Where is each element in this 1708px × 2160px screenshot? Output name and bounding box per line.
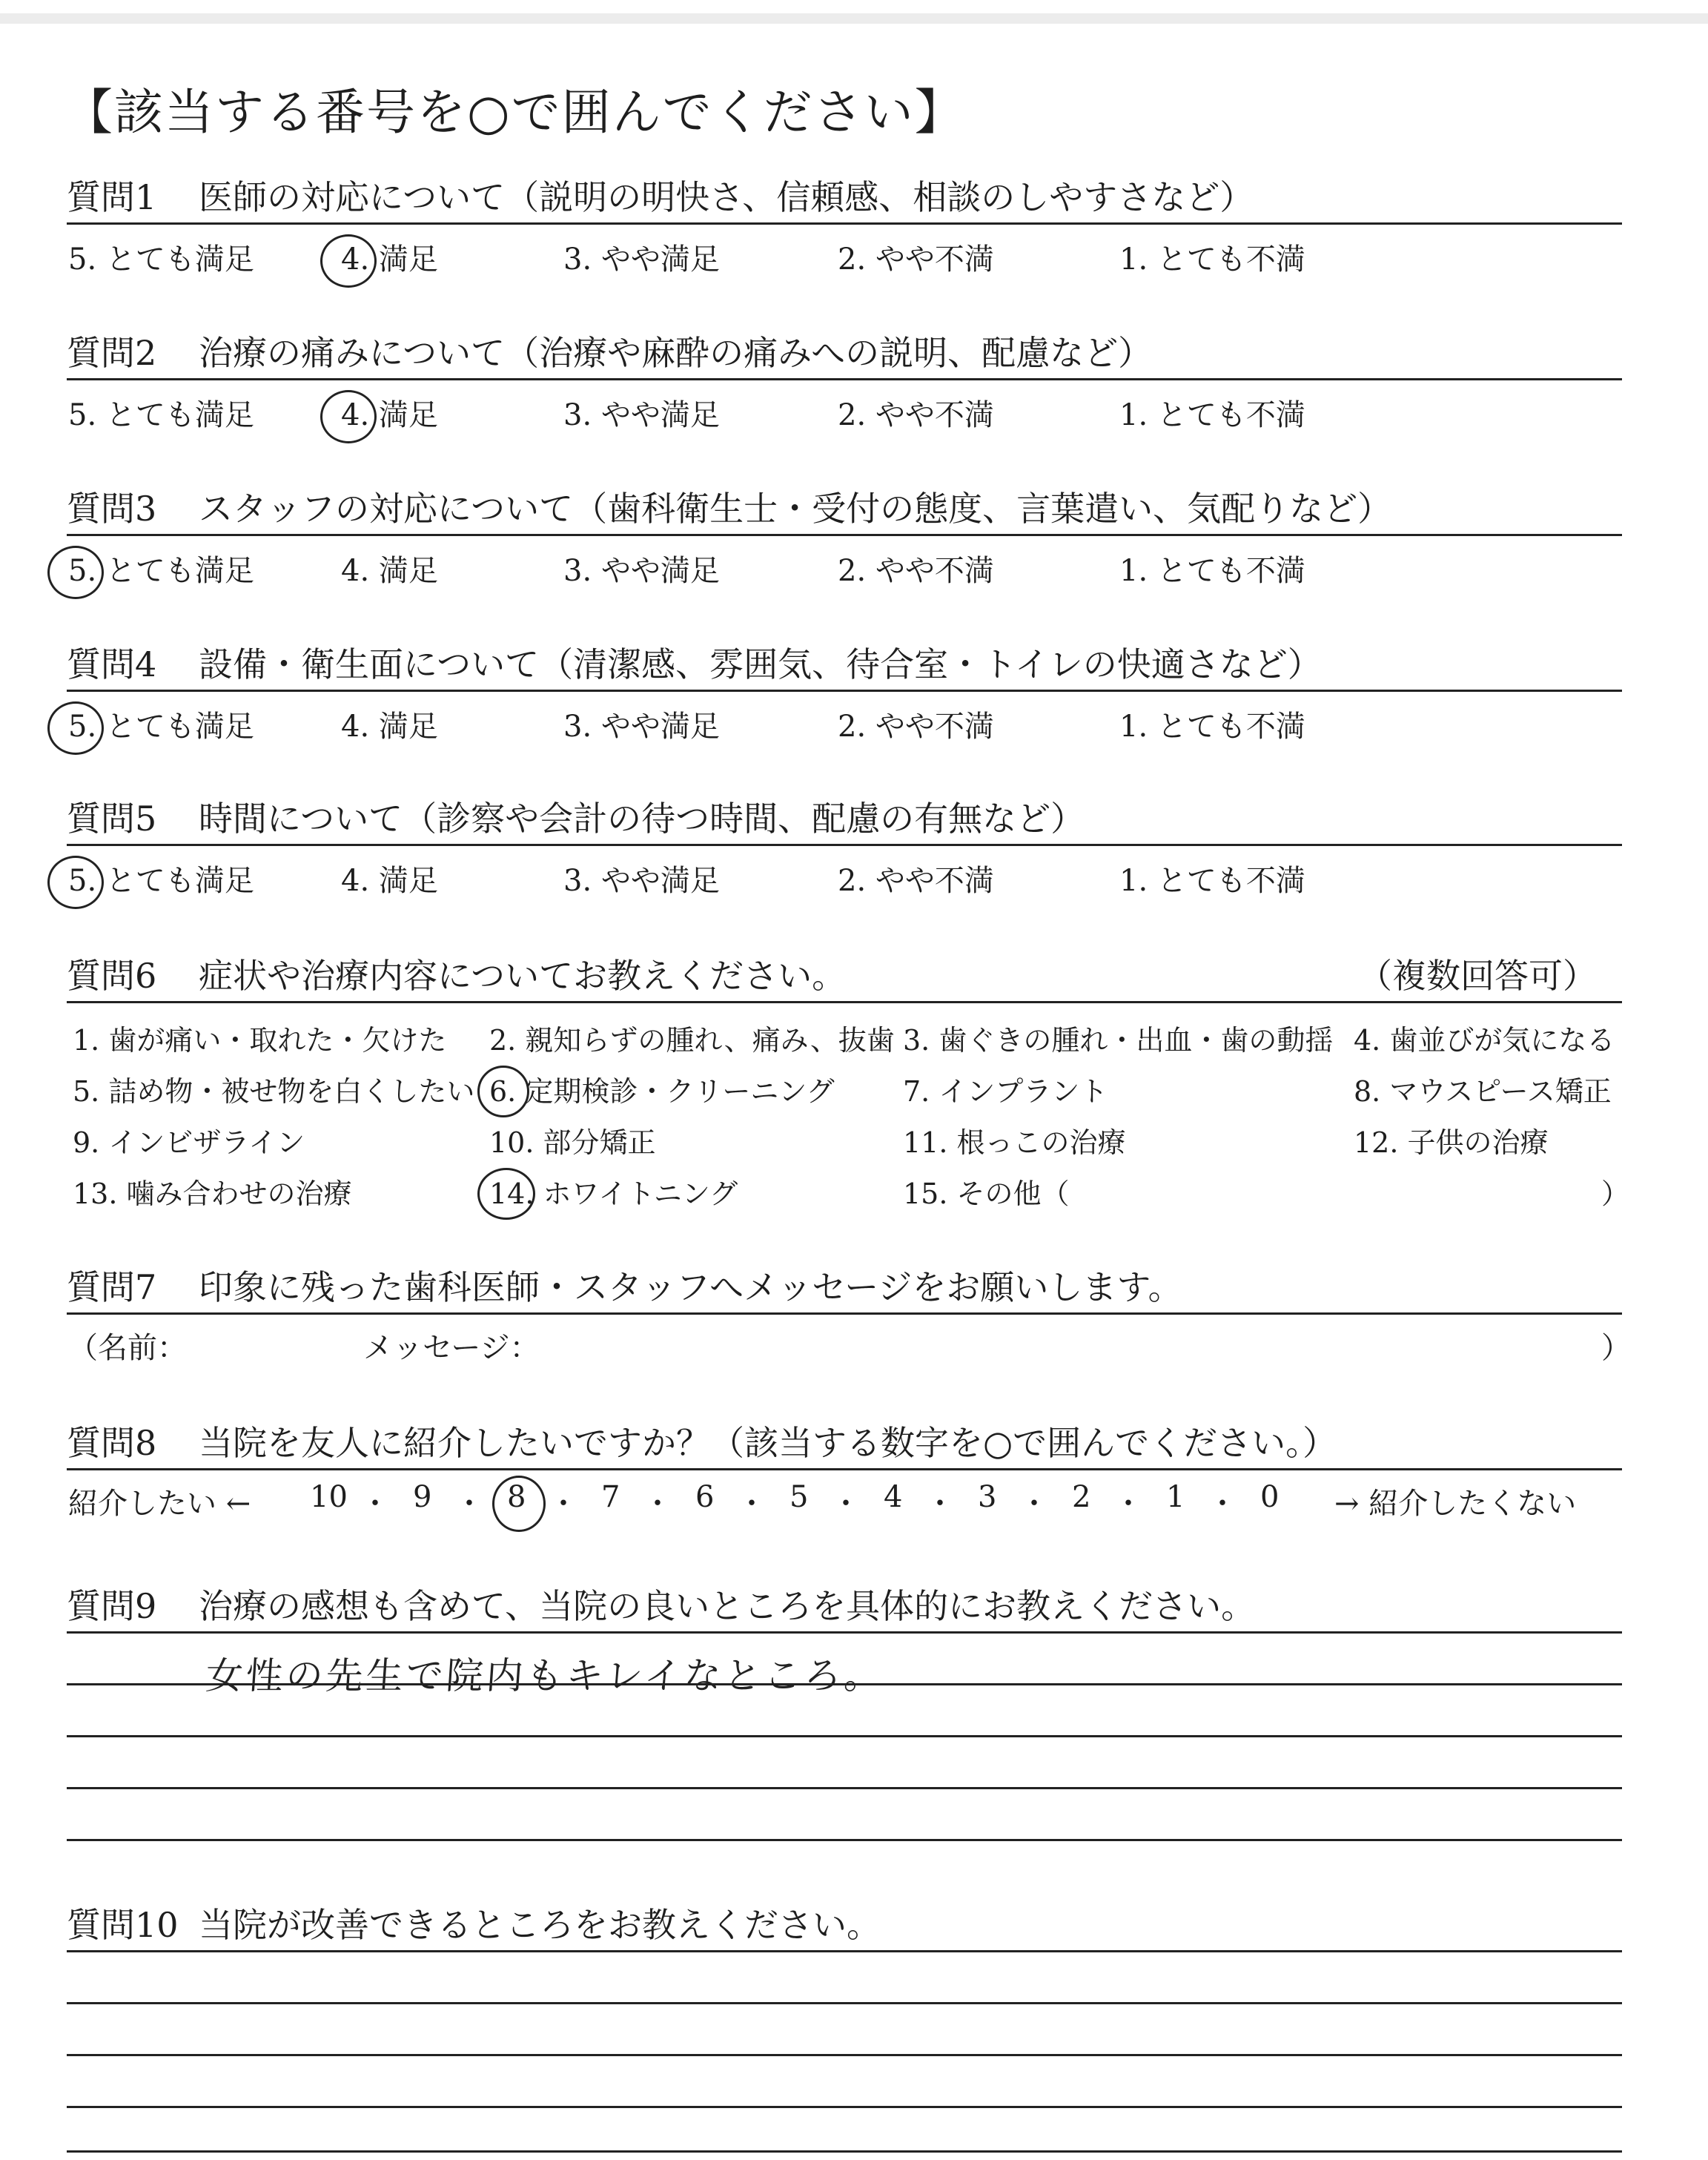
- q4-option-5: 5. とても満足: [68, 710, 254, 744]
- q8-scale-2: 2: [1072, 1480, 1091, 1514]
- q6-multiple-note: （複数回答可）: [1358, 956, 1597, 996]
- question-2: [67, 326, 1152, 375]
- question-10: [67, 1898, 881, 1947]
- q8-separator: ・: [925, 1487, 955, 1521]
- q2-option-1: 1. とても不満: [1119, 398, 1305, 432]
- q10-answer-line-5: [67, 2150, 1622, 2153]
- question-10-text: 当院が改善できるところをお教えください。: [199, 1905, 881, 1945]
- scan-top-band: [0, 13, 1708, 24]
- q6-item-14: 14. ホワイトニング: [489, 1178, 738, 1210]
- question-7-number: 質問7: [67, 1267, 157, 1307]
- question-4-number: 質問4: [67, 644, 157, 684]
- q8-separator: ・: [643, 1487, 672, 1521]
- q6-item-11: 11. 根っこの治療: [903, 1126, 1126, 1159]
- q8-separator: ・: [360, 1487, 390, 1521]
- q8-scale-1: 1: [1166, 1480, 1185, 1514]
- q1-option-4: 4. 満足: [341, 242, 438, 277]
- question-5-number: 質問5: [67, 799, 157, 839]
- q3-option-1: 1. とても不満: [1119, 554, 1305, 588]
- q1-option-3: 3. やや満足: [563, 242, 720, 277]
- question-6-rule: [67, 1001, 1622, 1003]
- q5-selection-circle: [47, 856, 104, 909]
- q1-option-5: 5. とても満足: [68, 242, 254, 277]
- q5-option-4: 4. 満足: [341, 864, 438, 898]
- q8-separator: ・: [1208, 1487, 1237, 1521]
- q6-item-6: 6. 定期検診・クリーニング: [489, 1075, 835, 1108]
- q6-item-9: 9. インビザライン: [73, 1126, 305, 1159]
- q3-selection-circle: [47, 546, 104, 599]
- q6-item-10: 10. 部分矯正: [489, 1126, 656, 1159]
- q2-option-4: 4. 満足: [341, 398, 438, 432]
- question-1: [67, 171, 1254, 219]
- q8-scale-7: 7: [601, 1480, 620, 1514]
- q6-item-8: 8. マウスピース矯正: [1354, 1075, 1612, 1108]
- q5-option-5: 5. とても満足: [68, 864, 254, 898]
- q9-handwritten-answer: 女性の先生で院内もキレイなところ。: [204, 1654, 886, 1697]
- q8-scale-0: 0: [1260, 1480, 1280, 1514]
- q8-scale-6: 6: [695, 1480, 715, 1514]
- question-10-number: 質問10: [67, 1905, 179, 1945]
- question-6-number: 質問6: [67, 956, 157, 996]
- q8-selection-circle: [492, 1476, 546, 1532]
- q10-answer-line-2: [67, 2002, 1622, 2004]
- q8-separator: ・: [549, 1487, 578, 1521]
- q9-answer-line-5: [67, 1839, 1622, 1841]
- question-9-number: 質問9: [67, 1586, 157, 1626]
- q6-selection-circle-6: [477, 1066, 529, 1117]
- q2-selection-circle: [320, 390, 377, 443]
- question-9-text: 治療の感想も含めて、当院の良いところを具体的にお教えください。: [199, 1586, 1256, 1626]
- question-2-number: 質問2: [67, 333, 157, 373]
- question-7-text: 印象に残った歯科医師・スタッフへメッセージをお願いします。: [199, 1267, 1182, 1307]
- q8-scale-9: 9: [413, 1480, 432, 1514]
- q10-answer-line-4: [67, 2106, 1622, 2108]
- q6-item-12: 12. 子供の治療: [1354, 1126, 1549, 1159]
- question-8-number: 質問8: [67, 1423, 157, 1463]
- q8-separator: ・: [454, 1487, 484, 1521]
- q4-option-4: 4. 満足: [341, 710, 438, 744]
- q7-message-label: メッセージ：: [363, 1331, 540, 1365]
- question-6-text: 症状や治療内容についてお教えください。: [199, 956, 847, 996]
- question-3-number: 質問3: [67, 489, 157, 529]
- q8-left-label: 紹介したい ←: [68, 1487, 251, 1521]
- q6-item-15: 15. その他（: [903, 1178, 1070, 1210]
- q8-separator: ・: [1113, 1487, 1143, 1521]
- question-2-rule: [67, 378, 1622, 380]
- q3-option-3: 3. やや満足: [563, 554, 720, 588]
- q10-answer-line-3: [67, 2054, 1622, 2056]
- q2-option-2: 2. やや不満: [838, 398, 994, 432]
- q7-close-paren: ）: [1601, 1331, 1631, 1365]
- q6-item-3: 3. 歯ぐきの腫れ・出血・歯の動揺: [903, 1024, 1334, 1057]
- question-8-rule: [67, 1468, 1622, 1470]
- question-6: [67, 949, 1597, 998]
- q10-answer-line-1: [67, 1950, 1622, 1952]
- question-2-text: 治療の痛みについて（治療や麻酔の痛みへの説明、配慮など）: [199, 333, 1153, 373]
- q5-option-2: 2. やや不満: [838, 864, 994, 898]
- question-1-number: 質問1: [67, 177, 157, 217]
- q1-selection-circle: [320, 234, 377, 288]
- q2-option-5: 5. とても満足: [68, 398, 254, 432]
- q9-answer-line-3: [67, 1735, 1622, 1737]
- question-7-rule: [67, 1312, 1622, 1315]
- q9-answer-line-1: [67, 1631, 1622, 1634]
- question-7: [67, 1261, 1182, 1309]
- q3-option-4: 4. 満足: [341, 554, 438, 588]
- q6-item-7: 7. インプラント: [903, 1075, 1108, 1108]
- q3-option-2: 2. やや不満: [838, 554, 994, 588]
- q3-option-5: 5. とても満足: [68, 554, 254, 588]
- question-3-text: スタッフの対応について（歯科衛生士・受付の態度、言葉遣い、気配りなど）: [199, 489, 1392, 529]
- q4-selection-circle: [47, 701, 104, 755]
- q8-scale-10: 10: [310, 1480, 348, 1514]
- q6-selection-circle-14: [477, 1168, 535, 1220]
- q8-separator: ・: [1019, 1487, 1049, 1521]
- question-5: [67, 792, 1085, 841]
- q9-answer-line-4: [67, 1787, 1622, 1789]
- q6-close-paren: ）: [1601, 1178, 1630, 1210]
- q1-option-1: 1. とても不満: [1119, 242, 1305, 277]
- question-4-rule: [67, 690, 1622, 692]
- form-title: 【該当する番号を○で囲んでください】: [64, 84, 965, 141]
- q1-option-2: 2. やや不満: [838, 242, 994, 277]
- q6-item-13: 13. 噛み合わせの治療: [73, 1178, 352, 1210]
- q6-item-4: 4. 歯並びが気になる: [1354, 1024, 1615, 1057]
- q2-option-3: 3. やや満足: [563, 398, 720, 432]
- q4-option-1: 1. とても不満: [1119, 710, 1305, 744]
- question-5-text: 時間について（診察や会計の待つ時間、配慮の有無など）: [199, 799, 1085, 839]
- q8-separator: ・: [831, 1487, 861, 1521]
- q6-item-2: 2. 親知らずの腫れ、痛み、抜歯: [489, 1024, 895, 1057]
- q8-scale-4: 4: [884, 1480, 903, 1514]
- q6-item-1: 1. 歯が痛い・取れた・欠けた: [73, 1024, 447, 1057]
- q8-right-label: → 紹介したくない: [1334, 1487, 1577, 1521]
- question-8-text: 当院を友人に紹介したいですか？（該当する数字を○で囲んでください。）: [199, 1423, 1337, 1463]
- question-4-text: 設備・衛生面について（清潔感、雰囲気、待合室・トイレの快適さなど）: [199, 644, 1322, 684]
- q6-item-5: 5. 詰め物・被せ物を白くしたい: [73, 1075, 475, 1108]
- q4-option-2: 2. やや不満: [838, 710, 994, 744]
- question-4: [67, 638, 1322, 687]
- q7-name-label: （名前：: [68, 1331, 187, 1365]
- question-5-rule: [67, 844, 1622, 846]
- q8-separator: ・: [737, 1487, 767, 1521]
- q5-option-3: 3. やや満足: [563, 864, 720, 898]
- question-1-rule: [67, 222, 1622, 225]
- question-1-text: 医師の対応について（説明の明快さ、信頼感、相談のしやすさなど）: [199, 177, 1254, 217]
- q8-scale-8: 8: [507, 1480, 526, 1514]
- question-3: [67, 482, 1391, 531]
- q8-scale-5: 5: [790, 1480, 809, 1514]
- question-3-rule: [67, 534, 1622, 536]
- q4-option-3: 3. やや満足: [563, 710, 720, 744]
- question-8: [67, 1416, 1337, 1465]
- q5-option-1: 1. とても不満: [1119, 864, 1305, 898]
- question-9: [67, 1579, 1255, 1628]
- q8-scale-3: 3: [978, 1480, 997, 1514]
